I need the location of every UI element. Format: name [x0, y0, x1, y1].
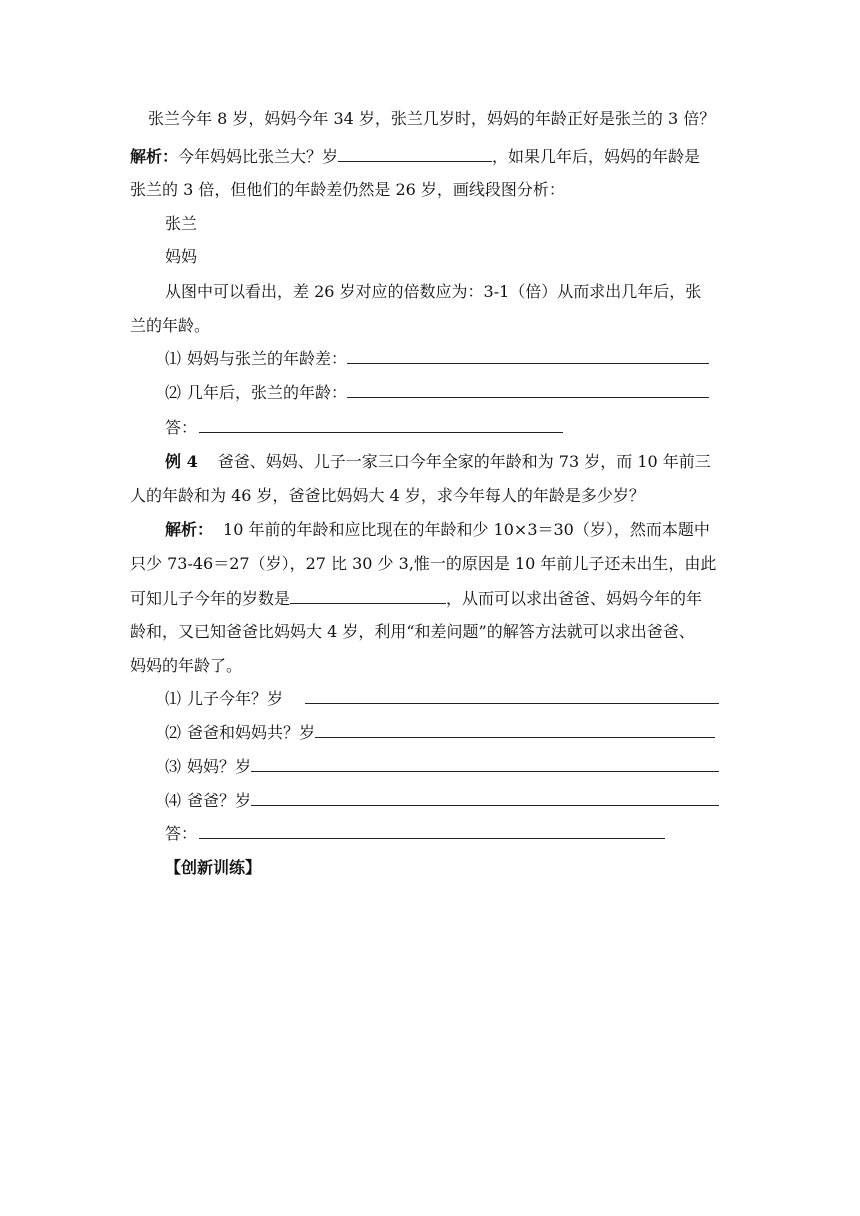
question-number: ⑷: [165, 791, 182, 810]
analysis-label: 解析：: [130, 147, 179, 166]
example-4-line-1: [165, 451, 711, 473]
answer-blank-zhanglan-age[interactable]: [347, 381, 709, 398]
analysis2-line-4: 龄和，又已知爸爸比妈妈大 4 岁，利用“和差问题”的解答方法就可以求出爸爸、: [130, 622, 695, 641]
question-father-age: [165, 789, 719, 812]
question-text: 儿子今年？岁: [187, 689, 284, 708]
problem-text: 张兰今年 8 岁，妈妈今年 34 岁，张兰几岁时，妈妈的年龄正好是张兰的 3 倍？: [148, 109, 716, 128]
question-text: 妈妈与张兰的年龄差：: [187, 349, 348, 368]
answer-blank-parents-total[interactable]: [315, 721, 715, 738]
question-number: ⑵: [165, 723, 182, 742]
question-number: ⑵: [165, 383, 182, 402]
question-mother-age: [165, 755, 719, 778]
question-number: ⑶: [165, 757, 182, 776]
analysis2-line-2: 只少 73-46＝27（岁），27 比 30 少 3,惟一的原因是 10 年前儿子还未出生，由此: [130, 554, 717, 573]
question-age-difference: [165, 347, 709, 370]
example-4-line-2: 人的年龄和为 46 岁，爸爸比妈妈大 4 岁，求今年每人的年龄是多少岁？: [130, 486, 645, 505]
analysis2-line-5: 妈妈的年龄了。: [130, 656, 243, 675]
answer-blank-mother-age[interactable]: [251, 755, 719, 772]
diagram-label-zhanglan: 张兰: [165, 214, 198, 233]
answer-blank-age-difference[interactable]: [347, 347, 709, 364]
question-text: 几年后，张兰的年龄：: [187, 383, 348, 402]
question-zhanglan-age: [165, 381, 709, 404]
question-text: 爸爸？岁: [187, 791, 252, 810]
analysis-text-before: 今年妈妈比张兰大？岁: [178, 147, 339, 166]
answer-label: 答：: [165, 418, 198, 437]
analysis-text-after: ，从而可以求出爸爸、妈妈今年的年: [446, 589, 703, 608]
answer-blank-1[interactable]: [199, 416, 563, 433]
diagram-explanation-1: 从图中可以看出，差 26 岁对应的倍数应为：3-1（倍）从而求出几年后，张: [165, 282, 702, 301]
answer-line-1: [165, 416, 563, 439]
question-text: 妈妈？岁: [187, 757, 252, 776]
analysis-text-before: 可知儿子今年的岁数是: [130, 589, 291, 608]
question-text: 爸爸和妈妈共？岁: [187, 723, 316, 742]
example-text: 爸爸、妈妈、儿子一家三口今年全家的年龄和为 73 岁，而 10 年前三: [217, 452, 711, 471]
son-age-blank[interactable]: [290, 587, 446, 604]
age-difference-blank[interactable]: [338, 145, 492, 162]
question-son-age: [165, 687, 719, 710]
diagram-label-mother: 妈妈: [165, 247, 198, 266]
section-title: 【创新训练】: [165, 858, 262, 877]
question-parents-total: [165, 721, 715, 744]
answer-blank-father-age[interactable]: [251, 789, 719, 806]
answer-blank-son-age[interactable]: [305, 687, 719, 704]
analysis2-line-3: [130, 587, 702, 610]
diagram-explanation-2: 兰的年龄。: [130, 316, 211, 335]
question-number: ⑴: [165, 689, 182, 708]
answer-blank-2[interactable]: [199, 822, 665, 839]
analysis-text: 10 年前的年龄和应比现在的年龄和少 10×3＝30（岁），然而本题中: [223, 520, 710, 539]
answer-label: 答：: [165, 824, 198, 843]
example-label: 例 4: [165, 452, 198, 471]
analysis-label: 解析：: [165, 520, 214, 539]
question-number: ⑴: [165, 349, 182, 368]
analysis2-line-1: [165, 519, 710, 541]
answer-line-2: [165, 822, 665, 845]
analysis-text-after: ，如果几年后，妈妈的年龄是: [492, 147, 701, 166]
analysis-line-1: [130, 145, 700, 168]
analysis-line-2: 张兰的 3 倍，但他们的年龄差仍然是 26 岁，画线段图分析：: [130, 180, 565, 199]
